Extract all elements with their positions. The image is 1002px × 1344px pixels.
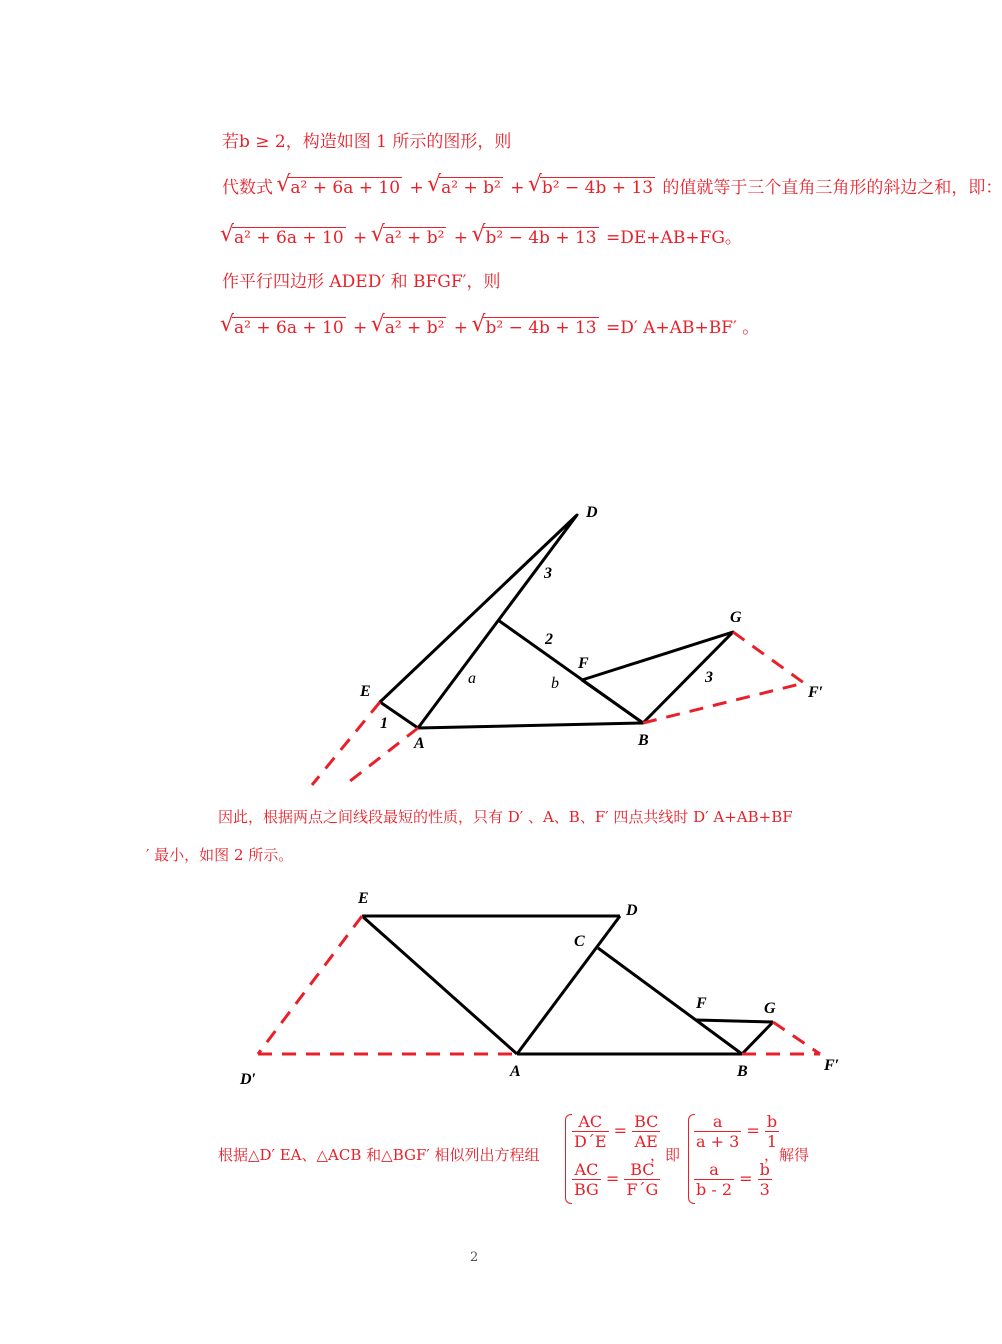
label-C: C: [574, 933, 585, 950]
text-line-3: √ a² + 6a + 10 + √ a² + b² + √ b² − 4b + 13 =DE+AB+FG。: [222, 226, 742, 250]
sqrt-term-1: √ a² + 6a + 10: [222, 226, 346, 250]
label-A: A: [414, 735, 425, 752]
para-1: 因此，根据两点之间线段最短的性质，只有 D′ 、A、B、F′ 四点共线时 D′ A+AB+BF: [218, 808, 793, 826]
label-G: G: [764, 1000, 776, 1017]
sqrt-term-2: √ a² + b²: [373, 226, 447, 250]
segment-g-b: [742, 1022, 773, 1054]
line2-prefix: 代数式: [222, 178, 273, 198]
dashed-e-down: [312, 702, 380, 785]
sqrt-term-3: √ b² − 4b + 13: [473, 316, 598, 340]
label-D: D: [586, 504, 598, 521]
sqrt-term-2: √ a² + b²: [429, 176, 503, 200]
label-Dprime: D′: [240, 1071, 257, 1088]
dashed-e-dprime: [258, 916, 362, 1054]
sqrt-term-1: √ a² + 6a + 10: [222, 316, 346, 340]
segment-c-b: [598, 948, 742, 1054]
para-2-mid: ，即: [650, 1146, 681, 1164]
label-F: F: [696, 995, 707, 1012]
dashed-g-fprime: [733, 632, 804, 683]
segment-f-g: [696, 1020, 773, 1022]
label-A: A: [510, 1063, 521, 1080]
figure-2: [362, 916, 773, 1054]
dashed-b-fprime: [643, 683, 804, 723]
label-2: 2: [545, 631, 553, 648]
label-E: E: [358, 890, 369, 907]
figure-2-dashed: [258, 916, 820, 1054]
equation-1: $\frac{AC}{D´E}$ = $\frac{BC}{AE}$: [574, 1112, 659, 1151]
label-G: G: [730, 609, 742, 626]
segment-e-a: [362, 916, 517, 1054]
brace-1: [565, 1114, 572, 1204]
sqrt-term-3: √ b² − 4b + 13: [530, 176, 655, 200]
label-a: a: [468, 670, 476, 687]
text-line-2: 代数式 √ a² + 6a + 10 + √ a² + b² + √ b² − 4b + 13 的值就等于三个直角三角形的斜边之和，即：: [222, 176, 1002, 200]
label-3-top: 3: [544, 565, 552, 582]
para-1b: ′ 最小，如图 2 所示。: [146, 846, 294, 864]
label-3-right: 3: [705, 669, 713, 686]
segment-d-a: [517, 916, 620, 1054]
label-b: b: [551, 675, 559, 692]
text-line-4: 作平行四边形 ADED′ 和 BFGF′，则: [222, 272, 501, 292]
label-Fprime: F′: [824, 1057, 840, 1074]
label-F: F: [578, 655, 589, 672]
sqrt-term-1: √ a² + 6a + 10: [278, 176, 402, 200]
figure-2-labels: [239, 890, 839, 1088]
line3-suffix: =DE+AB+FG。: [606, 228, 742, 248]
text-line-5: √ a² + 6a + 10 + √ a² + b² + √ b² − 4b + 13 =D′ A+AB+BF′ 。: [222, 316, 759, 340]
sqrt-term-3: √ b² − 4b + 13: [473, 226, 598, 250]
label-1: 1: [380, 715, 388, 732]
dashed-a-down: [345, 728, 418, 785]
label-Fprime: F′: [808, 684, 824, 701]
label-B: B: [638, 732, 649, 749]
dashed-g-fprime: [773, 1022, 820, 1054]
sqrt-term-2: √ a² + b²: [373, 316, 447, 340]
line5-suffix: =D′ A+AB+BF′ 。: [606, 318, 760, 338]
label-D: D: [626, 902, 638, 919]
para-2-end: ，解得: [764, 1146, 810, 1164]
text-line-1: 若b ≥ 2，构造如图 1 所示的图形，则: [222, 132, 512, 152]
equation-2: $\frac{AC}{BG}$ = $\frac{BC}{F´G}$: [574, 1160, 659, 1199]
page-number: 2: [470, 1250, 479, 1265]
segment-a-b: [418, 723, 643, 728]
label-E: E: [360, 683, 371, 700]
equation-3: $\frac{a}{a + 3}$ = $\frac{b}{1}$: [696, 1112, 778, 1151]
label-B: B: [737, 1063, 748, 1080]
equation-4: $\frac{a}{b - 2}$ = $\frac{b}{3}$: [696, 1160, 770, 1199]
line2-suffix: 的值就等于三个直角三角形的斜边之和，即：: [662, 178, 1002, 198]
para-2-prefix: 根据△D′ EA、△ACB 和△BGF′ 相似列出方程组: [218, 1146, 540, 1164]
triangle-dea: [380, 515, 577, 728]
figure-1-dashed: [312, 632, 804, 785]
figure-1: [380, 515, 733, 728]
